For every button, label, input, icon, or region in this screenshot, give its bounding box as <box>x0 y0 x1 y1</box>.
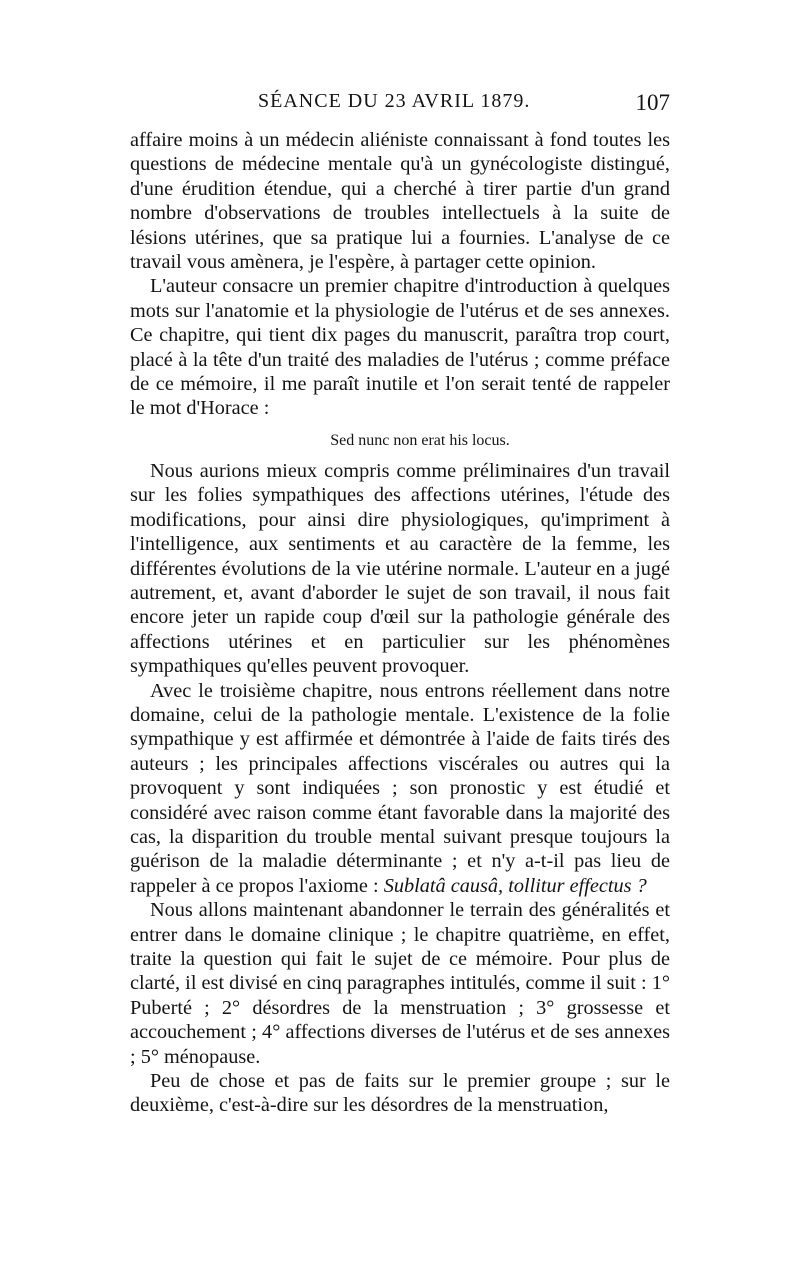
paragraph-1: affaire moins à un médecin aliéniste connaissant à fond toutes les questions de médecine mentale qu'à un gynécologiste distingué, d'une érudition étendue, qui a cherché à tirer partie d'un grand nombre d'observations de troubles intellectuels à la suite de lésions utérines, que sa pratique lui a fournies. L'analyse de ce travail vous amènera, je l'espère, à partager cette opinion. <box>130 129 670 274</box>
page-body <box>130 128 670 1118</box>
latin-quote: Sed nunc non erat his locus. <box>330 431 510 449</box>
page-header <box>130 90 670 120</box>
paragraph-4 <box>130 679 670 899</box>
paragraph-6: Peu de chose et pas de faits sur le premier groupe ; sur le deuxième, c'est-à-dire sur les désordres de la menstruation, <box>130 1070 670 1117</box>
running-head: SÉANCE DU 23 AVRIL 1879. <box>258 90 531 112</box>
paragraph-3: Nous aurions mieux compris comme préliminaires d'un travail sur les folies sympathiques des affections utérines, l'étude des modifications, pour ainsi dire physiologiques, qu'impriment à l'intelligence, aux sentiments et au caractère de la femme, les différentes évolutions de la vie utérine normale. L'auteur en a jugé autrement, et, avant d'aborder le sujet de son travail, il nous fait encore jeter un rapide coup d'œil sur la pathologie générale des affections utérines et en particulier sur les phénomènes sympathiques qu'elles peuvent provoquer. <box>130 459 670 678</box>
paragraph-2: L'auteur consacre un premier chapitre d'introduction à quelques mots sur l'anatomie et la physiologie de l'utérus et de ses annexes. Ce chapitre, qui tient dix pages du manuscrit, paraîtra trop court, placé à la tête d'un traité des maladies de l'utérus ; comme préface de ce mémoire, il me paraît inutile et l'on serait tenté de rappeler le mot d'Horace : <box>130 275 670 420</box>
latin-axiom: Sublatâ causâ, tollitur effectus ? <box>383 874 647 897</box>
paragraph-5: Nous allons maintenant abandonner le terrain des généralités et entrer dans le domaine clinique ; le chapitre quatrième, en effet, traite la question qui fait le sujet de ce mémoire. Pour plus de clarté, il est divisé en cinq paragraphes intitulés, comme il suit : 1° Puberté ; 2° désordres de la menstruation ; 3° grossesse et accouchement ; 4° affections diverses de l'utérus et de ses annexes ; 5° ménopause. <box>130 899 670 1068</box>
page-number: 107 <box>635 90 670 115</box>
paragraph-4-text: Avec le troisième chapitre, nous entrons réellement dans notre domaine, celui de la pathologie mentale. L'existence de la folie sympathique y est affirmée et démontrée à l'aide de faits tirés des auteurs ; les principales affections viscérales ou autres qui la provoquent y sont indiquées ; son pronostic y est étudié et considéré avec raison comme étant favorable dans la majorité des cas, la disparition du trouble mental suivant presque toujours la guérison de la maladie déterminante ; et n'y a-t-il pas lieu de rappeler à ce propos l'axiome : <box>130 679 670 897</box>
